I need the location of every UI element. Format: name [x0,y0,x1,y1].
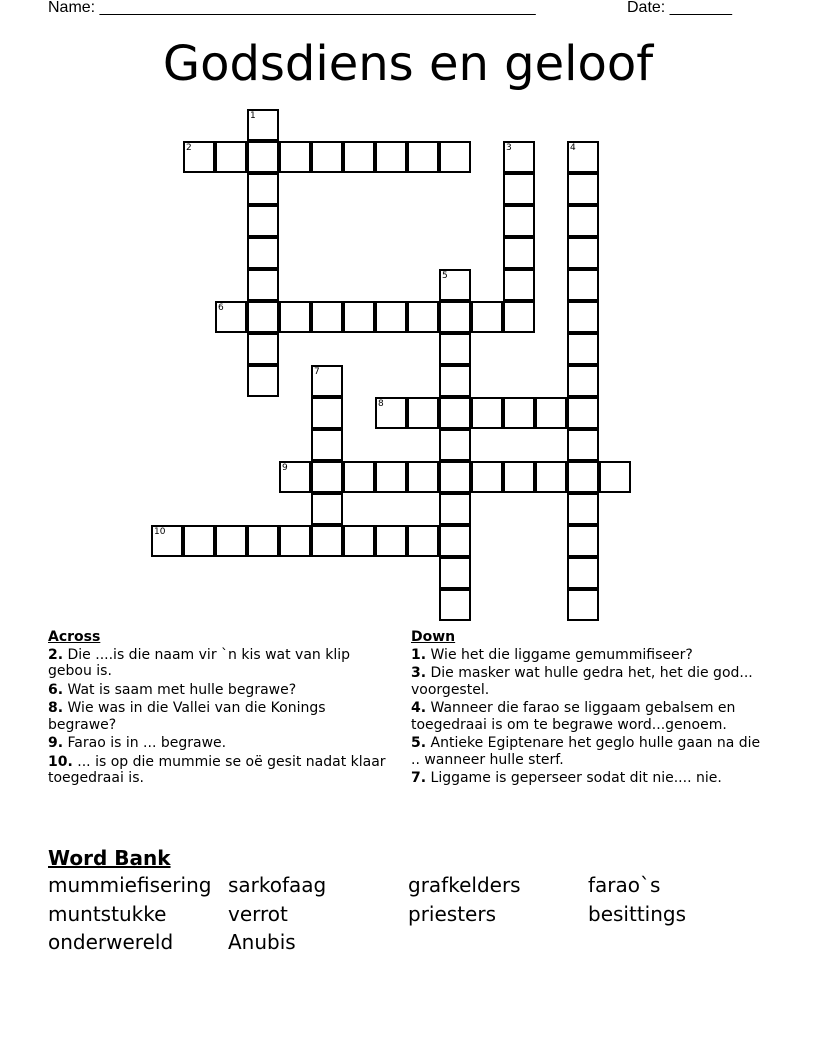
across-clue [48,700,388,733]
crossword-cell[interactable] [503,173,535,205]
cell-number: 2 [186,143,192,153]
clue-number: 4. [411,700,427,716]
crossword-cell[interactable] [439,589,471,621]
crossword-cell[interactable] [439,461,471,493]
crossword-cell[interactable] [343,301,375,333]
crossword-grid [152,110,633,623]
crossword-cell[interactable] [343,525,375,557]
crossword-cell[interactable] [567,493,599,525]
word-bank-word: Anubis [228,930,296,954]
word-bank-word: verrot [228,901,288,926]
word-bank [48,845,768,957]
crossword-cell[interactable] [311,461,343,493]
crossword-cell[interactable] [407,397,439,429]
clue-text: Antieke Egiptenare het geglo hulle gaan na die .. wanneer hulle sterf. [411,735,761,768]
crossword-cell[interactable] [567,365,599,397]
clue-text: Wat is saam met hulle begrawe? [67,681,297,698]
word-bank-word: farao`s [588,873,661,897]
clue-number: 2. [48,646,64,663]
date-field-label: Date: _______ [627,0,732,16]
clue-number: 9. [48,735,64,751]
crossword-cell[interactable] [151,525,183,557]
clue-text: Die masker wat hulle gedra het, het die god... voorgestel. [411,665,753,698]
cell-number: 7 [314,367,320,377]
across-clues [48,629,388,789]
crossword-cell[interactable] [471,461,503,493]
crossword-cell[interactable] [247,365,279,397]
crossword-cell[interactable] [247,333,279,365]
clue-number: 3. [411,665,427,681]
word-bank-word: sarkofaag [228,873,327,897]
crossword-cell[interactable] [407,301,439,333]
crossword-cell[interactable] [439,557,471,589]
crossword-cell[interactable] [311,493,343,525]
crossword-cell[interactable] [503,397,535,429]
crossword-cell[interactable] [375,141,407,173]
crossword-cell[interactable] [439,493,471,525]
crossword-cell[interactable] [247,525,279,557]
crossword-cell[interactable] [375,301,407,333]
crossword-cell[interactable] [439,365,471,397]
crossword-cell[interactable] [503,301,535,333]
crossword-cell[interactable] [215,141,247,173]
crossword-cell[interactable] [567,589,599,621]
word-bank-word: onderwereld [48,930,174,954]
crossword-cell[interactable] [503,205,535,237]
crossword-cell[interactable] [567,525,599,557]
crossword-cell[interactable] [183,141,215,173]
crossword-cell[interactable] [567,269,599,301]
down-clues [411,629,761,789]
crossword-cell[interactable] [247,237,279,269]
crossword-cell[interactable] [279,301,311,333]
crossword-cell[interactable] [311,301,343,333]
crossword-cell[interactable] [311,141,343,173]
clue-number: 7. [411,770,427,786]
across-heading: Across [48,629,101,645]
down-heading: Down [411,629,456,645]
crossword-cell[interactable] [567,237,599,269]
word-bank-word: priesters [408,901,496,926]
crossword-cell[interactable] [567,205,599,237]
cell-number: 10 [154,527,166,537]
crossword-cell[interactable] [503,269,535,301]
down-clue [411,647,761,664]
clue-text: ... is op die mummie se oë gesit nadat klaar toegedraai is. [48,753,386,786]
crossword-cell[interactable] [215,301,247,333]
word-bank-title: Word Bank [48,846,171,870]
crossword-cell[interactable] [439,525,471,557]
crossword-cell[interactable] [471,301,503,333]
crossword-cell[interactable] [535,461,567,493]
across-clue [48,735,388,752]
crossword-cell[interactable] [311,397,343,429]
clue-text: Wie was in die Vallei van die Konings begrawe? [48,700,326,733]
crossword-cell[interactable] [247,301,279,333]
cell-number: 8 [378,399,384,409]
clue-text: Die ....is die naam vir `n kis wat van klip gebou is. [48,646,351,679]
cell-number: 6 [218,303,224,313]
clue-text: Wie het die liggame gemummifiseer? [430,646,693,663]
crossword-cell[interactable] [503,237,535,269]
crossword-cell[interactable] [439,269,471,301]
crossword-cell[interactable] [407,461,439,493]
crossword-cell[interactable] [439,333,471,365]
clue-text: Liggame is geperseer sodat dit nie.... nie. [430,770,722,786]
crossword-cell[interactable] [215,525,247,557]
clue-number: 8. [48,700,64,716]
crossword-cell[interactable] [471,397,503,429]
cell-number: 4 [570,143,576,153]
page-title: Godsdiens en geloof [162,36,654,92]
crossword-cell[interactable] [503,461,535,493]
crossword-cell[interactable] [279,525,311,557]
clue-number: 10. [48,753,73,770]
crossword-cell[interactable] [567,429,599,461]
clue-number: 6. [48,681,64,698]
crossword-cell[interactable] [311,365,343,397]
crossword-cell[interactable] [567,461,599,493]
header [48,0,768,20]
cell-number: 5 [442,271,448,281]
cell-number: 3 [506,143,512,153]
crossword-cell[interactable] [247,205,279,237]
word-bank-word: besittings [588,901,687,926]
crossword-cell[interactable] [407,141,439,173]
clue-text: Farao is in ... begrawe. [67,735,227,751]
crossword-cell[interactable] [439,141,471,173]
crossword-cell[interactable] [599,461,631,493]
crossword-cell[interactable] [375,397,407,429]
cell-number: 1 [250,111,256,121]
across-clue [48,647,388,680]
crossword-cell[interactable] [535,397,567,429]
clue-number: 1. [411,646,427,663]
crossword-cell[interactable] [343,461,375,493]
crossword-cell[interactable] [439,397,471,429]
crossword-cell[interactable] [183,525,215,557]
crossword-cell[interactable] [279,461,311,493]
crossword-cell[interactable] [279,141,311,173]
crossword-cell[interactable] [247,109,279,141]
crossword-cell[interactable] [247,173,279,205]
crossword-cell[interactable] [311,429,343,461]
word-bank-word: muntstukke [48,901,167,926]
crossword-cell[interactable] [247,141,279,173]
crossword-cell[interactable] [567,333,599,365]
name-field-label: Name: _________________________________________________ [48,0,536,16]
crossword-cell[interactable] [375,461,407,493]
across-clue [48,754,388,787]
down-clue [411,735,761,768]
clue-text: Wanneer die farao se liggaam gebalsem en toegedraai is om te begrawe word...genoem. [411,700,736,733]
across-clue [48,682,388,699]
down-clue [411,700,761,733]
word-bank-word: grafkelders [408,873,521,897]
crossword-cell[interactable] [567,141,599,173]
clue-number: 5. [411,735,427,751]
crossword-cell[interactable] [567,173,599,205]
crossword-cell[interactable] [503,141,535,173]
down-clue [411,665,761,698]
crossword-cell[interactable] [567,397,599,429]
crossword-cell[interactable] [247,269,279,301]
crossword-cell[interactable] [343,141,375,173]
cell-number: 9 [282,463,288,473]
crossword-cell[interactable] [311,525,343,557]
down-clue [411,770,761,787]
crossword-cell[interactable] [567,301,599,333]
crossword-cell[interactable] [439,429,471,461]
crossword-cell[interactable] [439,301,471,333]
word-bank-word: mummiefisering [48,873,212,897]
crossword-cell[interactable] [407,525,439,557]
crossword-cell[interactable] [375,525,407,557]
crossword-cell[interactable] [567,557,599,589]
